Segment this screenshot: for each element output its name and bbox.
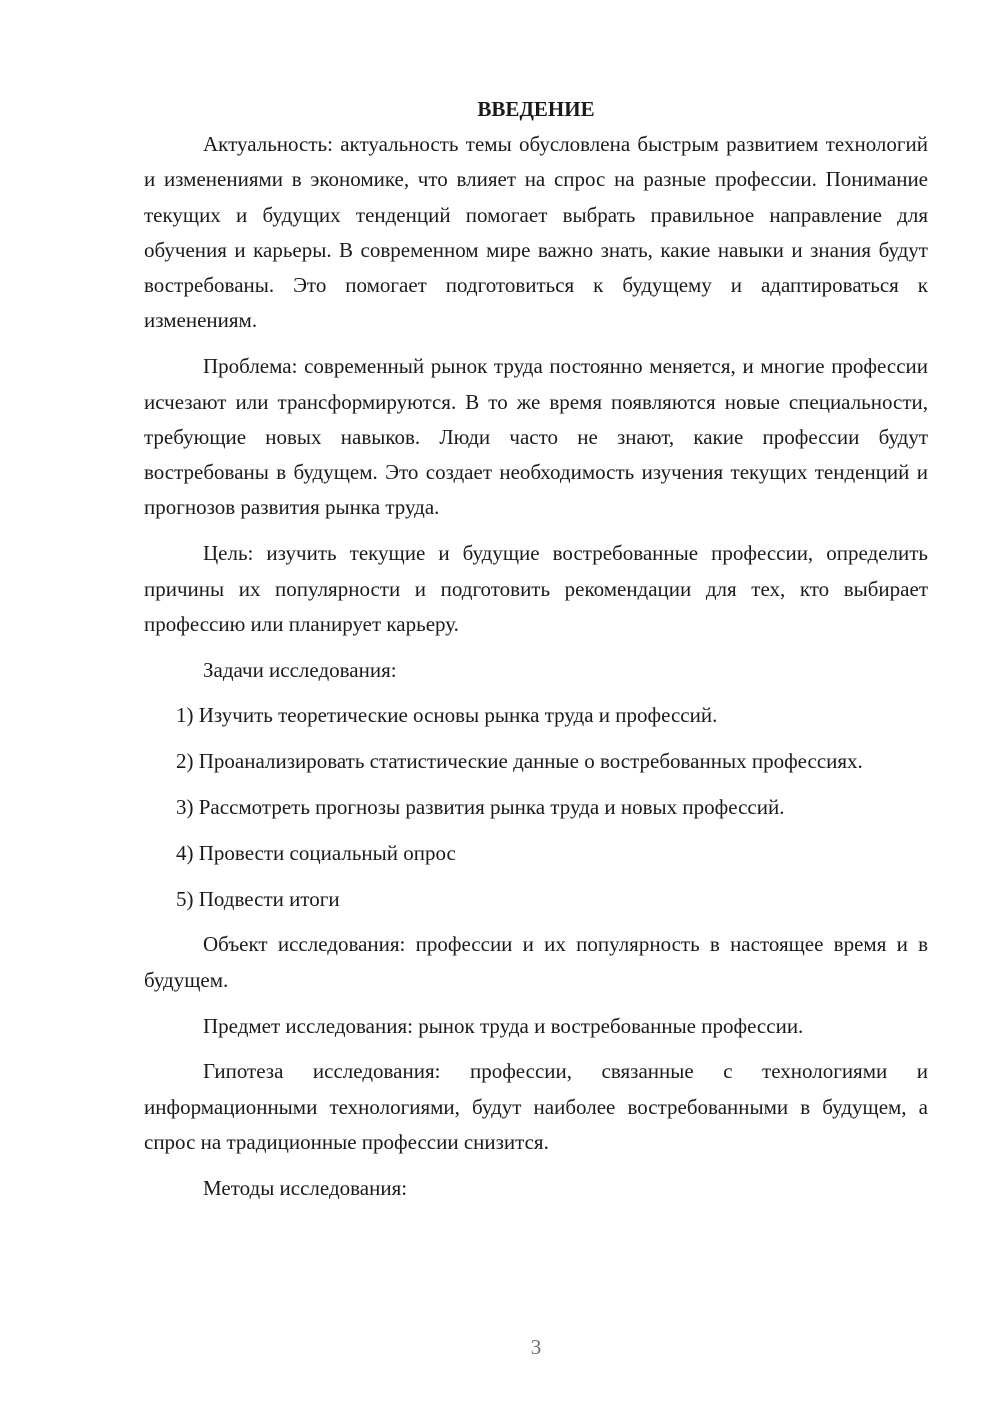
paragraph-subject: Предмет исследования: рынок труда и востребованные профессии.: [203, 1013, 804, 1038]
paragraph-relevance: Актуальность: актуальность темы обусловлена быстрым развитием технологий и изменениями в экономике, что влияет на спрос на разные профессии. Понимание текущих и будущих тенденций помогает выбрать правильное направление для обучения и карьеры. В современном мире важно знать, какие навыки и знания будут востребованы. Это помогает подготовиться к будущему и адаптироваться к изменениям.: [144, 132, 928, 333]
paragraph-hypothesis: Гипотеза исследования: профессии, связанные с технологиями и информационными технологиями, будут наиболее востребованными в будущем, а спрос на традиционные профессии снизится.: [144, 1059, 928, 1154]
paragraph-goal: Цель: изучить текущие и будущие востребованные профессии, определить причины их популярности и подготовить рекомендации для тех, кто выбирает профессию или планирует карьеру.: [144, 541, 928, 636]
paragraph-object: Объект исследования: профессии и их популярность в настоящее время и в будущем.: [144, 932, 928, 992]
task-item-3: 3) Рассмотреть прогнозы развития рынка труда и новых профессий.: [176, 795, 785, 820]
section-heading: ВВЕДЕНИЕ: [477, 97, 595, 121]
task-item-5: 5) Подвести итоги: [176, 886, 340, 911]
task-item-4: 4) Провести социальный опрос: [176, 840, 456, 865]
document-page: [144, 92, 928, 1217]
paragraph-tasks-heading: Задачи исследования:: [203, 657, 397, 682]
paragraph-problem: Проблема: современный рынок труда постоянно меняется, и многие профессии исчезают или трансформируются. В то же время появляются новые специальности, требующие новых навыков. Люди часто не знают, какие профессии будут востребованы в будущем. Это создает необходимость изучения текущих тенденций и прогнозов развития рынка труда.: [144, 354, 928, 520]
task-item-2: 2) Проанализировать статистические данные о востребованных профессиях.: [176, 749, 863, 774]
task-item-1: 1) Изучить теоретические основы рынка труда и профессий.: [176, 703, 718, 728]
page-number: 3: [530, 1335, 542, 1359]
paragraph-methods: Методы исследования:: [203, 1175, 408, 1200]
